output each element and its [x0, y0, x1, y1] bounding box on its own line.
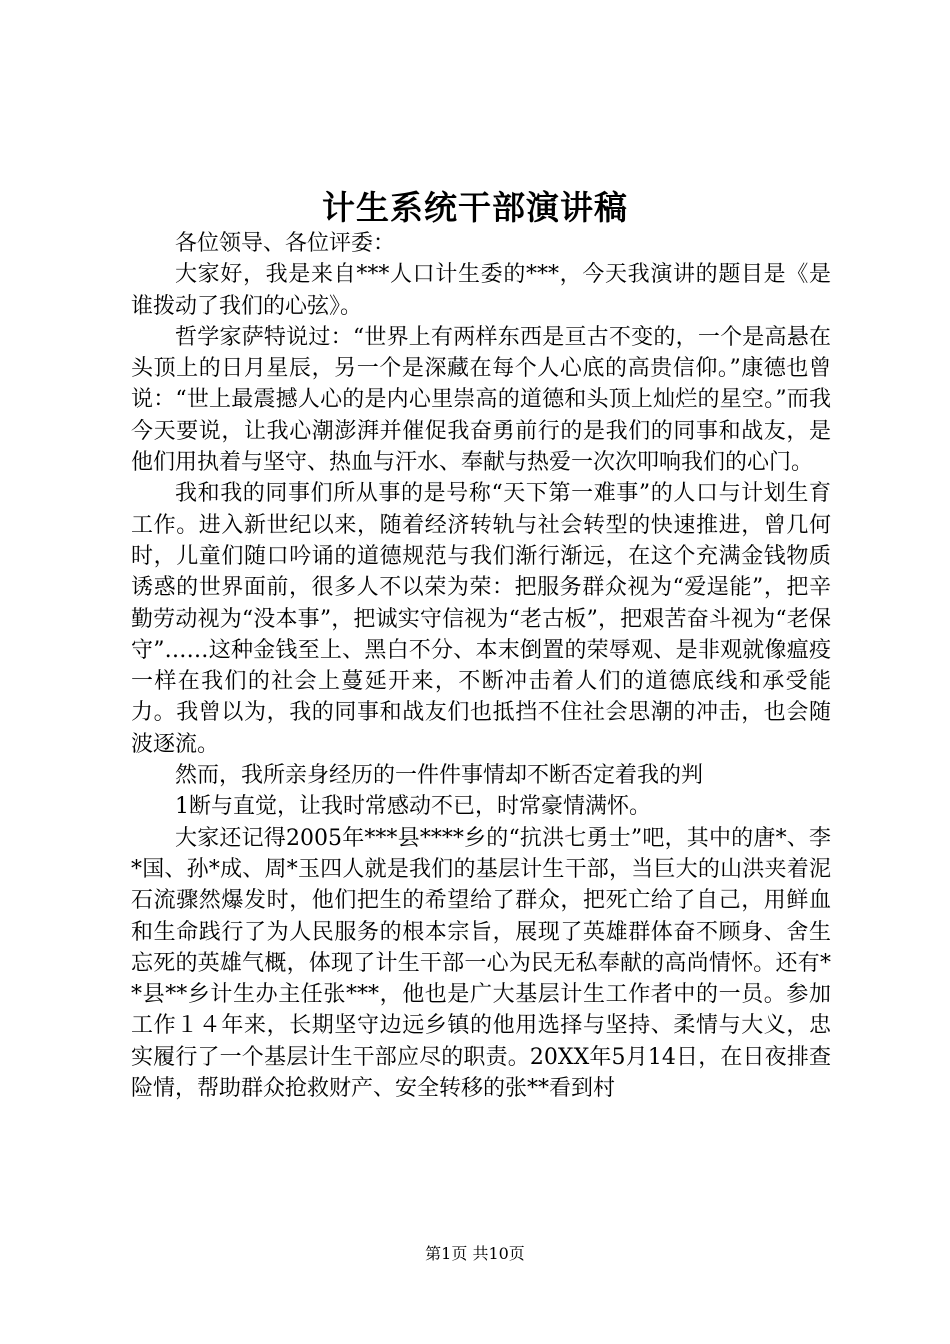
paragraph-quote: 哲学家萨特说过：“世界上有两样东西是亘古不变的，一个是高悬在头顶上的日月星辰，另一个是深藏在每个人心底的高贵信仰。”康德也曾说：“世上最震撼人心的是内心里崇高的道德和头顶上灿烂的星空。”而我今天要说，让我心潮澎湃并催促我奋勇前行的是我们的同事和战友，是他们用执着与坚守、热血与汗水、奉献与热爱一次次叩响我们的心门。 — [131, 324, 831, 476]
document-title: 计生系统干部演讲稿 — [322, 188, 628, 227]
paragraph-heroes: 大家还记得2005年***县****乡的“抗洪七勇士”吧，其中的唐*、李*国、孙*成、周*玉四人就是我们的基层计生干部，当巨大的山洪夹着泥石流骤然爆发时，他们把生的希望给了群众，把死亡给了自己，用鲜血和生命践行了为人民服务的根本宗旨，展现了英雄群体奋不顾身、舍生忘死的英雄气概，体现了计生干部一心为民无私奉献的高尚情怀。还有**县**乡计生办主任张***，他也是广大基层计生工作者中的一员。参加工作１４年来，长期坚守边远乡镇的他用选择与坚持、柔情与大义，忠实履行了一个基层计生干部应尽的职责。20XX年5月14日，在日夜排查险情，帮助群众抢救财产、安全转移的张**看到村 — [131, 825, 831, 1102]
paragraph-salutation: 各位领导、各位评委： — [175, 231, 396, 256]
paragraph-introduction: 大家好，我是来自***人口计生委的***，今天我演讲的题目是《是谁拨动了我们的心弦》。 — [131, 262, 831, 319]
paragraph-intuition: 1断与直觉，让我时常感动不已，时常豪情满怀。 — [175, 794, 651, 820]
paragraph-work-context: 我和我的同事们所从事的是号称“天下第一难事”的人口与计划生育工作。进入新世纪以来，随着经济转轨与社会转型的快速推进，曾几何时，儿童们随口吟诵的道德规范与我们渐行渐远，在这个充满金钱物质诱惑的世界面前，很多人不以荣为荣：把服务群众视为“爱逞能”，把辛勤劳动视为“没本事”，把诚实守信视为“老古板”，把艰苦奋斗视为“老保守”……这种金钱至上、黑白不分、本末倒置的荣辱观、是非观就像瘟疫一样在我们的社会上蔓延开来，不断冲击着人们的道德底线和承受能力。我曾以为，我的同事和战友们也抵挡不住社会思潮的冲击，也会随波逐流。 — [131, 481, 831, 757]
paragraph-however: 然而，我所亲身经历的一件件事情却不断否定着我的判 — [175, 763, 704, 789]
page-footer: 第1页 共10页 — [425, 1244, 525, 1263]
document-body — [131, 228, 831, 1104]
